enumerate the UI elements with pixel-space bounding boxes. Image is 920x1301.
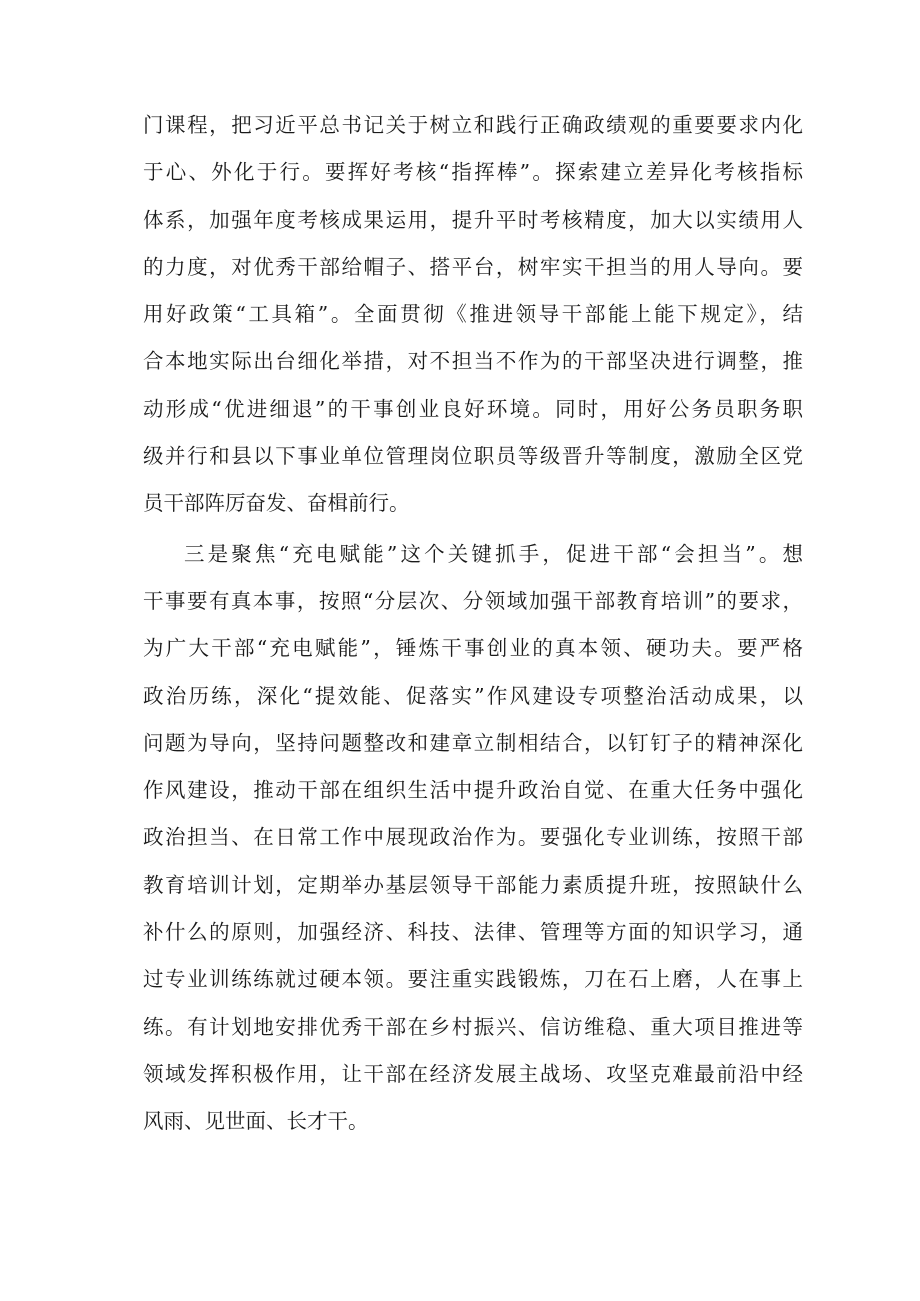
text-line: 政治历练，深化“提效能、促落实”作风建设专项整治活动成果，以 — [143, 683, 803, 708]
text-line: 为广大干部“充电赋能”，锤炼干事创业的真本领、硬功夫。要严格 — [143, 636, 803, 661]
text-line: 问题为导向，坚持问题整改和建章立制相结合，以钉钉子的精神深化 — [143, 730, 803, 755]
text-line: 于心、外化于行。要挥好考核“指挥棒”。探索建立差异化考核指标 — [143, 160, 803, 185]
paragraph-1 — [143, 102, 803, 528]
text-line: 级并行和县以下事业单位管理岗位职员等级晋升等制度，激励全区党 — [143, 444, 803, 469]
text-line: 门课程，把习近平总书记关于树立和践行正确政绩观的重要要求内化 — [143, 113, 803, 137]
text-line: 政治担当、在日常工作中展现政治作为。要强化专业训练，按照干部 — [143, 825, 803, 850]
text-line: 补什么的原则，加强经济、科技、法律、管理等方面的知识学习，通 — [143, 920, 803, 945]
text-line: 三是聚焦“充电赋能”这个关键抓手，促进干部“会担当”。想 — [184, 541, 803, 566]
text-line: 风雨、见世面、长才干。 — [143, 1109, 369, 1134]
text-line: 领域发挥积极作用，让干部在经济发展主战场、攻坚克难最前沿中经 — [143, 1061, 803, 1086]
text-line: 干事要有真本事，按照“分层次、分领域加强干部教育培训”的要求， — [143, 588, 803, 613]
document-body — [143, 102, 803, 1146]
text-line: 教育培训计划，定期举办基层领导干部能力素质提升班，按照缺什么 — [143, 872, 803, 897]
paragraph-2 — [143, 531, 803, 1146]
text-line: 用好政策“工具箱”。全面贯彻《推进领导干部能上能下规定》，结 — [143, 302, 803, 327]
text-line: 练。有计划地安排优秀干部在乡村振兴、信访维稳、重大项目推进等 — [143, 1014, 803, 1039]
text-line: 员干部阵厉奋发、奋楫前行。 — [143, 491, 410, 516]
text-line: 合本地实际出台细化举措，对不担当不作为的干部坚决进行调整，推 — [143, 349, 803, 374]
text-line: 体系，加强年度考核成果运用，提升平时考核精度，加大以实绩用人 — [143, 207, 803, 232]
text-line: 动形成“优进细退”的干事创业良好环境。同时，用好公务员职务职 — [143, 396, 803, 421]
text-line: 的力度，对优秀干部给帽子、搭平台，树牢实干担当的用人导向。要 — [143, 254, 803, 279]
text-line: 作风建设，推动干部在组织生活中提升政治自觉、在重大任务中强化 — [143, 778, 803, 803]
text-line: 过专业训练练就过硬本领。要注重实践锻炼，刀在石上磨，人在事上 — [143, 967, 803, 992]
